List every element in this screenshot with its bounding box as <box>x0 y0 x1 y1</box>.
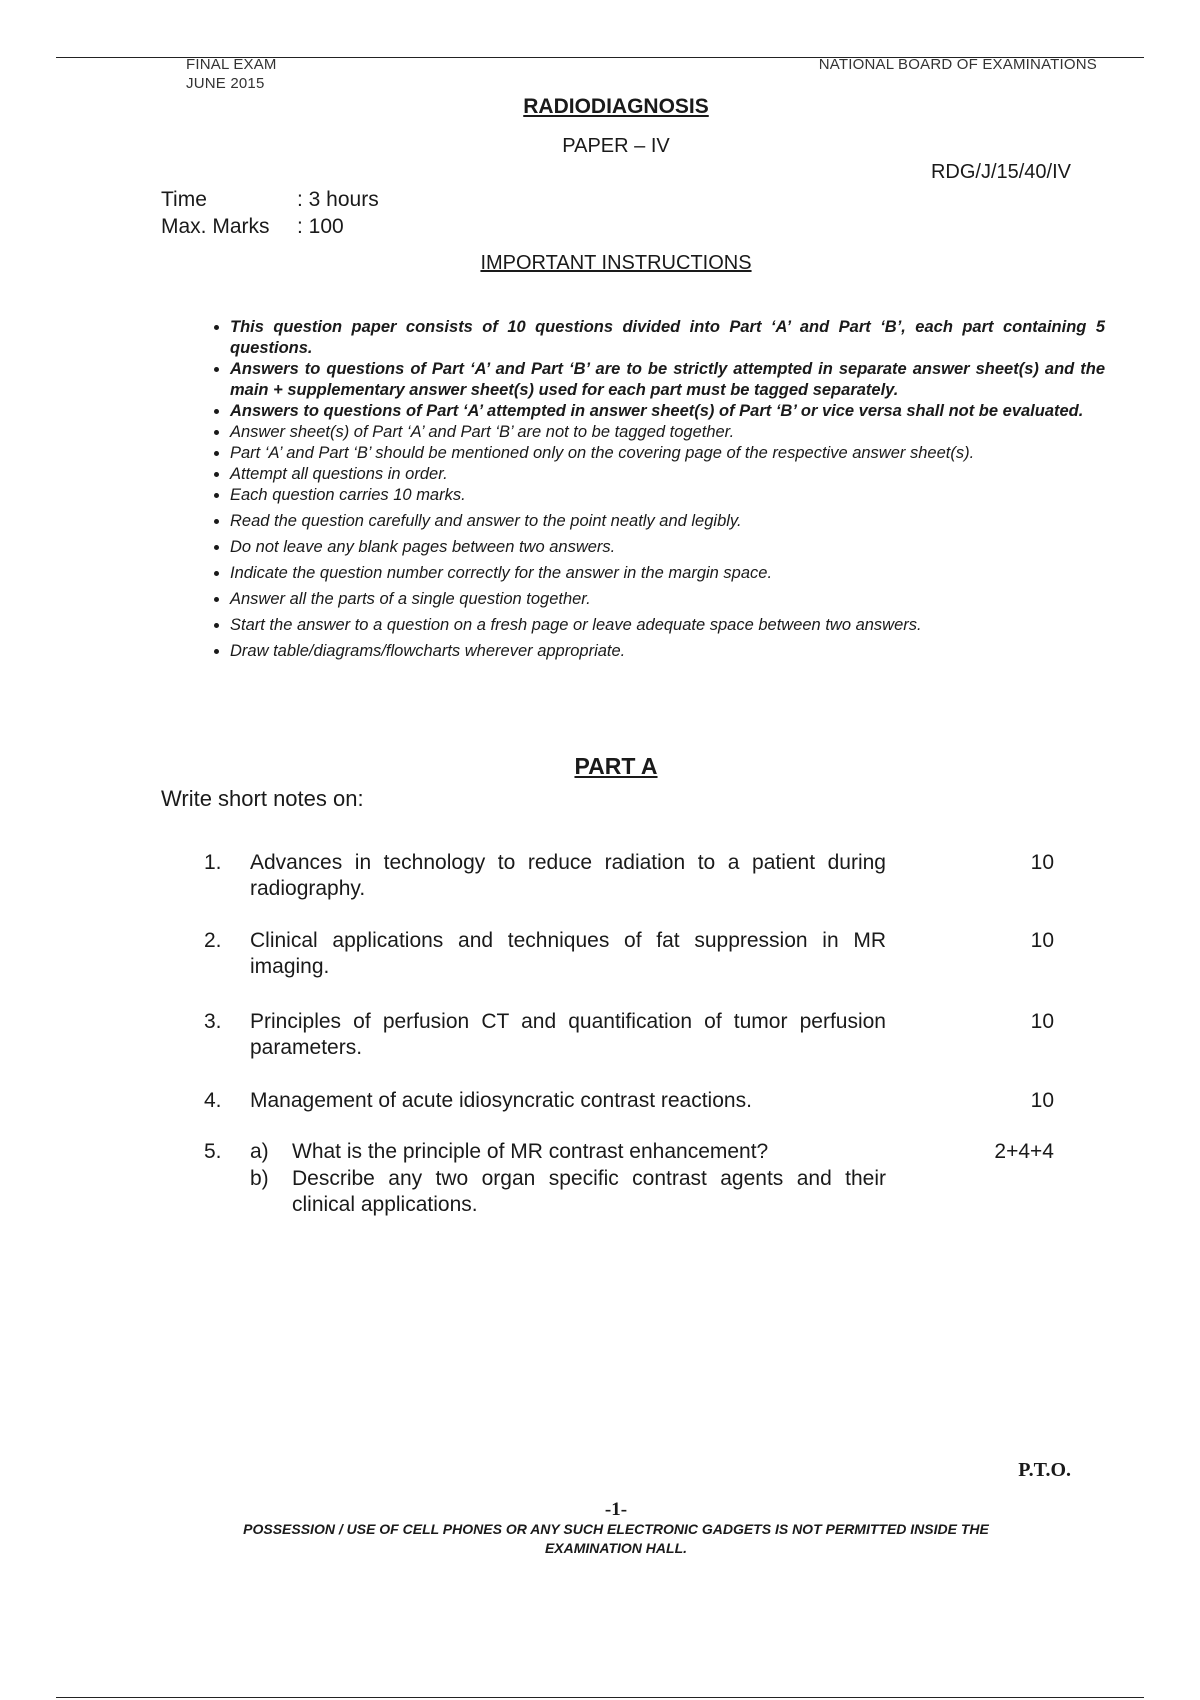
sub-question-label: a) <box>250 1140 269 1163</box>
instruction-item: • Read the question carefully and answer to the point neatly and legibly. <box>230 511 1105 532</box>
time-row <box>161 186 379 213</box>
question-number: 5. <box>204 1140 222 1163</box>
instructions-list <box>196 317 1105 662</box>
instruction-item: • Answer sheet(s) of Part ‘A’ and Part ‘B’ are not to be tagged together. <box>230 422 1105 443</box>
marks-row <box>161 213 344 240</box>
question-text: Principles of perfusion CT and quantification of tumor perfusion parameters. <box>250 1010 886 1059</box>
question-1 <box>204 850 1054 904</box>
subject-title: RADIODIAGNOSIS <box>523 95 709 118</box>
question-marks: 10 <box>1030 1089 1054 1112</box>
question-number: 3. <box>204 1010 222 1033</box>
part-a-heading: PART A <box>574 753 658 779</box>
page-number: -1- <box>604 1499 628 1520</box>
question-marks: 10 <box>1030 929 1054 952</box>
question-number: 2. <box>204 929 222 952</box>
instruction-item: • Start the answer to a question on a fresh page or leave adequate space between two answers. <box>230 615 1105 636</box>
question-4 <box>204 1088 1054 1116</box>
notice-line-2: EXAMINATION HALL. <box>544 1540 688 1556</box>
instruction-item: • Each question carries 10 marks. <box>230 485 1105 506</box>
marks-label: Max. Marks <box>161 215 270 238</box>
instructions-title: IMPORTANT INSTRUCTIONS <box>480 252 752 274</box>
instruction-item: • Draw table/diagrams/flowcharts wherever appropriate. <box>230 641 1105 662</box>
instruction-item: • Answers to questions of Part ‘A’ and Part ‘B’ are to be strictly attempted in separate answer sheet(s) and the main + supplementary answer sheet(s) used for each part must be tagged separately. <box>230 359 1105 401</box>
time-label: Time <box>161 188 207 211</box>
part-a-intro: Write short notes on: <box>161 786 364 811</box>
bottom-rule <box>56 1697 1144 1698</box>
instruction-item: • Do not leave any blank pages between two answers. <box>230 537 1105 558</box>
question-2 <box>204 928 1054 982</box>
board-name: NATIONAL BOARD OF EXAMINATIONS <box>818 56 1097 73</box>
notice-line-1: POSSESSION / USE OF CELL PHONES OR ANY SUCH ELECTRONIC GADGETS IS NOT PERMITTED INSIDE THE <box>243 1521 989 1537</box>
pto-label: P.T.O. <box>1018 1459 1071 1481</box>
instruction-item: • Answer all the parts of a single question together. <box>230 589 1105 610</box>
instruction-item: • Part ‘A’ and Part ‘B’ should be mentioned only on the covering page of the respective answer sheet(s). <box>230 443 1105 464</box>
question-5 <box>204 1139 1054 1219</box>
marks-value: : 100 <box>297 215 344 238</box>
paper-code: RDG/J/15/40/IV <box>930 161 1071 183</box>
exam-date: JUNE 2015 <box>186 75 265 92</box>
paper-number: PAPER – IV <box>562 135 670 157</box>
instruction-item: • Indicate the question number correctly for the answer in the margin space. <box>230 563 1105 584</box>
question-number: 1. <box>204 851 222 874</box>
question-3 <box>204 1009 1054 1063</box>
instruction-item: • This question paper consists of 10 questions divided into Part ‘A’ and Part ‘B’, each part containing 5 questions. <box>230 317 1105 359</box>
instruction-item: • Answers to questions of Part ‘A’ attempted in answer sheet(s) of Part ‘B’ or vice versa shall not be evaluated. <box>230 401 1105 422</box>
question-text: Clinical applications and techniques of fat suppression in MR imaging. <box>250 929 886 978</box>
question-text: Advances in technology to reduce radiation to a patient during radiography. <box>250 851 886 900</box>
question-text: Management of acute idiosyncratic contrast reactions. <box>250 1089 752 1112</box>
question-marks: 10 <box>1030 1010 1054 1033</box>
sub-question-label: b) <box>250 1167 269 1190</box>
question-number: 4. <box>204 1089 222 1112</box>
question-marks: 10 <box>1030 851 1054 874</box>
question-marks: 2+4+4 <box>994 1140 1054 1163</box>
instruction-item: • Attempt all questions in order. <box>230 464 1105 485</box>
time-value: : 3 hours <box>297 188 379 211</box>
sub-question-text: Describe any two organ specific contrast agents and their clinical applications. <box>292 1167 886 1216</box>
sub-question-text: What is the principle of MR contrast enhancement? <box>292 1140 769 1163</box>
exam-label: FINAL EXAM <box>186 56 277 73</box>
